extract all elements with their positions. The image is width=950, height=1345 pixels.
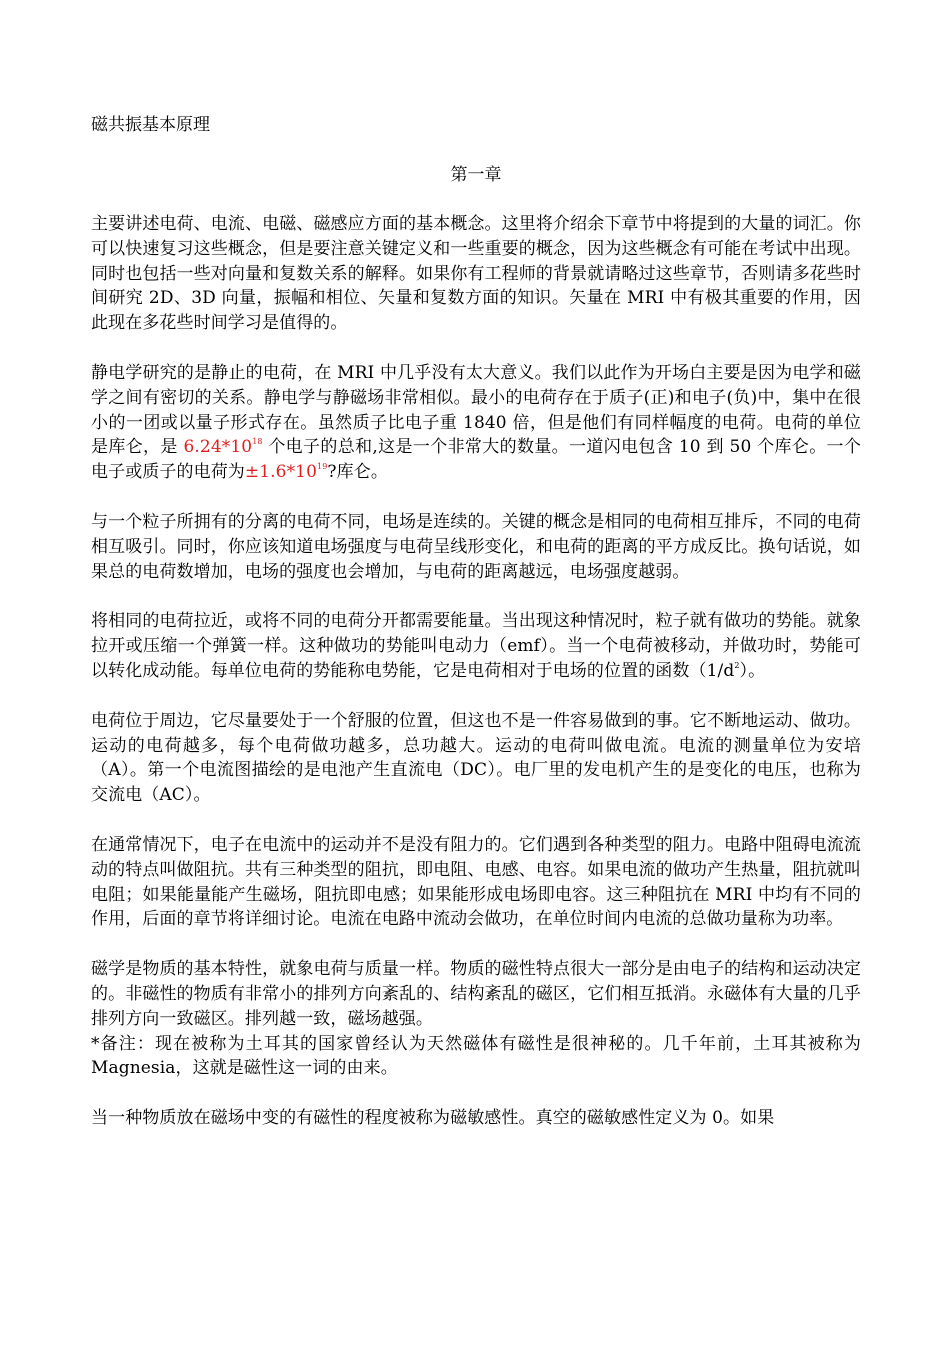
chapter-heading: 第一章 bbox=[450, 165, 502, 185]
paragraph-intro: 主要讲述电荷、电流、电磁、磁感应方面的基本概念。这里将介绍余下章节中将提到的大量的词汇。你可以快速复习这些概念，但是要注意关键定义和一些重要的概念，因为这些概念有可能在考试中出现。同时也包括一些对向量和复数关系的解释。如果你有工程师的背景就请略过这些章节，否则请多花些时间研究 2D、3D 向量，振幅和相位、矢量和复数方面的知识。矢量在 MRI 中有极其重要的作用，因此现在多花些时间学习是值得的。 bbox=[91, 214, 861, 334]
paragraph-electrostatics-text-a: 静电学研究的是静止的电荷，在 MRI 中几乎没有太大意义。我们以此作为开场白主要是因为电学和磁学之间有密切的关系。静电学与静磁场非常相似。最小的电荷存在于质子(正)和电子(负)中，集中在很小的一团或以量子形式存在。虽然质子比电子重 1840 倍，但是他们有同样幅度的电荷。电荷的单位是库仑，是 bbox=[91, 362, 861, 458]
paragraph-note: *备注：现在被称为土耳其的国家曾经认为天然磁体有磁性是很神秘的。几千年前，土耳其被称为 Magnesia，这就是磁性这一词的由来。 bbox=[91, 1033, 861, 1079]
paragraph-current: 电荷位于周边，它尽量要处于一个舒服的位置，但这也不是一件容易做到的事。它不断地运动、做功。运动的电荷越多，每个电荷做功越多，总功越大。运动的电荷叫做电流。电流的测量单位为安培（A）。第一个电流图描绘的是电池产生直流电（DC）。电厂里的发电机产生的是变化的电压，也称为交流电（AC）。 bbox=[91, 710, 861, 806]
paragraph-electric-field: 与一个粒子所拥有的分离的电荷不同，电场是连续的。关键的概念是相同的电荷相互排斥，不同的电荷相互吸引。同时，你应该知道电场强度与电荷呈线形变化，和电荷的距离的平方成反比。换句话说，如果总的电荷数增加，电场的强度也会增加，与电荷的距离越远，电场强度越弱。 bbox=[91, 511, 861, 582]
paragraph-potential-energy: 将相同的电荷拉近，或将不同的电荷分开都需要能量。当出现这种情况时，粒子就有做功的势能。就象拉开或压缩一个弹簧一样。这种做功的势能叫电动力（emf）。当一个电荷被移动，并做功时，势能可以转化成动能。每单位电荷的势能称电势能，它是电荷相对于电场的位置的函数$(1/d^2)$。 bbox=[91, 611, 861, 681]
paragraph-susceptibility: 当一种物质放在磁场中变的有磁性的程度被称为磁敏感性。真空的磁敏感性定义为 0。如果 bbox=[91, 1108, 775, 1129]
paragraph-electrostatics bbox=[91, 361, 861, 485]
elementary-charge-value: $\pm 1.6*10^{19}$ bbox=[244, 462, 328, 483]
paragraph-impedance: 在通常情况下，电子在电流中的运动并不是没有阻力的。它们遇到各种类型的阻力。电路中阻碍电流流动的特点叫做阻抗。共有三种类型的阻抗，即电阻、电感、电容。如果电流的做功产生热量，阻抗就叫电阻；如果能量能产生磁场，阻抗即电感；如果能形成电场即电容。这三种阻抗在 MRI 中均有不同的作用，后面的章节将详细讨论。电流在电路中流动会做功，在单位时间内电流的总做功量称为功率。 bbox=[91, 834, 861, 930]
document-page bbox=[91, 112, 861, 1156]
paragraph-electrostatics-text-c: ?库仑。 bbox=[327, 462, 388, 483]
exponent: 2 bbox=[734, 660, 740, 670]
document-title: 磁共振基本原理 bbox=[91, 115, 210, 135]
coulomb-electron-count: $6.24*10^{18}$ bbox=[183, 437, 263, 458]
paragraph-electrostatics-text-b: 个电子的总和,这是一个非常大的数量。一道闪电包含 10 到 50 个库仑。一个电子或质子的电荷为 bbox=[91, 437, 861, 483]
paragraph-magnetism: 磁学是物质的基本特性，就象电荷与质量一样。物质的磁性特点很大一部分是由电子的结构和运动决定的。非磁性的物质有非常小的排列方向紊乱的、结构紊乱的磁区，它们相互抵消。永磁体有大量的几乎排列方向一致磁区。排列越一致，磁场越强。 bbox=[91, 959, 861, 1029]
